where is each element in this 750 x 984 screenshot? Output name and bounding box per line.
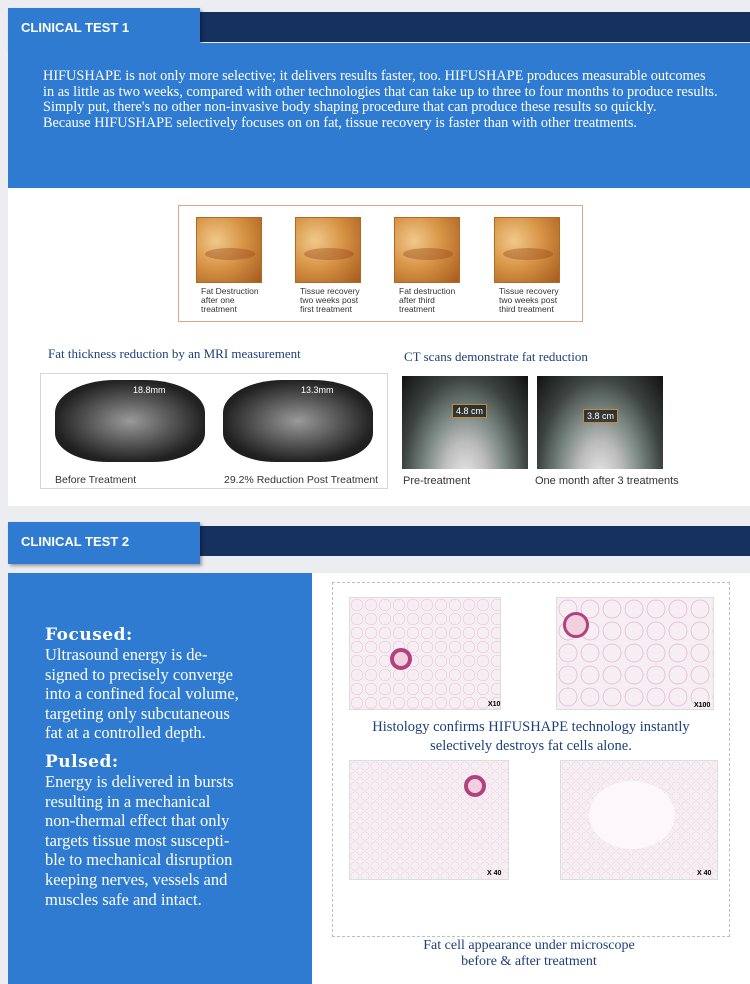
- section2-tab: [8, 522, 200, 564]
- section1-intro: [8, 43, 750, 188]
- fat-tissue-photo: [196, 217, 262, 283]
- fat-tissue-photo: [494, 217, 560, 283]
- pulsed-line: ble to mechanical disruption: [45, 850, 233, 870]
- ct-before-caption: Pre-treatment: [403, 475, 471, 487]
- intro-paragraph-1: HIFUSHAPE is not only more selective; it delivers results faster, too. HIFUSHAPE produces measurable outcomes in as little as two weeks, compared with other technologies that can take up to three to four months to produce results.: [43, 68, 718, 100]
- pulsed-line: keeping nerves, vessels and: [45, 869, 228, 889]
- pulsed-heading: Pulsed:: [45, 751, 119, 772]
- cleared-area: [589, 781, 675, 849]
- footer-caption-2: before & after treatment: [461, 954, 597, 969]
- mri-before-caption: Before Treatment: [55, 474, 137, 486]
- fat-image-caption: Tissue recovery two weeks post first treatment: [300, 286, 360, 314]
- pulsed-line: non-thermal effect that only: [45, 811, 230, 831]
- fat-tissue-photo: [394, 217, 460, 283]
- focused-line: signed to precisely converge: [45, 664, 234, 684]
- section1-figures: [8, 188, 750, 506]
- fat-image-4: [494, 217, 562, 314]
- focused-line: targeting only subcutaneous: [45, 703, 230, 723]
- focused-line: into a confined focal volume,: [45, 684, 239, 704]
- histology-caption-2: selectively destroys fat cells alone.: [430, 738, 632, 754]
- mri-title: Fat thickness reduction by an MRI measurement: [48, 346, 301, 361]
- ct-title: CT scans demonstrate fat reduction: [404, 349, 588, 364]
- pulsed-line: Energy is delivered in bursts: [45, 771, 234, 791]
- focused-line: Ultrasound energy is de-: [45, 645, 208, 664]
- blood-vessel: [390, 648, 412, 670]
- ct-after-caption: One month after 3 treatments: [535, 475, 679, 487]
- mri-after-scan: [223, 380, 373, 462]
- fat-image-2: [295, 217, 363, 314]
- fat-image-3: [394, 217, 462, 314]
- focused-line: fat at a controlled depth.: [45, 723, 206, 743]
- mri-after-caption: 29.2% Reduction Post Treatment: [224, 474, 379, 486]
- section2-histology-panel: [312, 573, 750, 984]
- blood-vessel: [563, 612, 589, 638]
- histology-image-3: [349, 760, 509, 880]
- histology-mag-1: X10: [488, 701, 501, 708]
- histology-image-4: [560, 760, 718, 880]
- mri-before-measure: 18.8mm: [133, 385, 166, 395]
- section1-tab-label: CLINICAL TEST 1: [21, 20, 130, 35]
- pulsed-line: muscles safe and intact.: [45, 889, 202, 909]
- intro-paragraph-3: Because HIFUSHAPE selectively focuses on on fat, tissue recovery is faster than with other treatments.: [43, 114, 637, 131]
- mri-after-measure: 13.3mm: [301, 385, 334, 395]
- ct-before-measure: 4.8 cm: [452, 404, 487, 418]
- intro-paragraph-2: Simply put, there's no other non-invasive body shaping procedure that can produce these results so quickly.: [43, 99, 657, 115]
- focused-heading: Focused:: [45, 625, 133, 645]
- fat-image-caption: Fat Destruction after one treatment: [201, 286, 259, 314]
- pulsed-line: targets tissue most suscepti-: [45, 830, 230, 850]
- fat-image-caption: Fat destruction after third treatment: [399, 286, 456, 314]
- histology-mag-2: X100: [694, 702, 711, 709]
- histology-image-2: [556, 597, 714, 710]
- fat-image-1: [196, 217, 264, 314]
- footer-caption-1: Fat cell appearance under microscope: [423, 938, 635, 953]
- histology-mag-4: X 40: [697, 870, 712, 877]
- ct-after-scan: [537, 376, 663, 469]
- section2-text-panel: [8, 573, 312, 984]
- histology-image-1: [349, 597, 501, 710]
- fat-image-caption: Tissue recovery two weeks post third treatment: [499, 286, 559, 314]
- pulsed-line: resulting in a mechanical: [45, 791, 211, 811]
- mri-before-scan: [55, 380, 205, 462]
- fat-tissue-photo: [295, 217, 361, 283]
- fat-tissue-figure: [178, 205, 583, 322]
- blood-vessel: [464, 775, 486, 797]
- ct-before-scan: [402, 376, 528, 469]
- histology-caption-1: Histology confirms HIFUSHAPE technology instantly: [372, 719, 690, 735]
- histology-mag-3: X 40: [487, 870, 502, 877]
- ct-after-measure: 3.8 cm: [583, 409, 618, 423]
- mri-figure: [40, 373, 388, 489]
- section2-tab-label: CLINICAL TEST 2: [21, 534, 130, 549]
